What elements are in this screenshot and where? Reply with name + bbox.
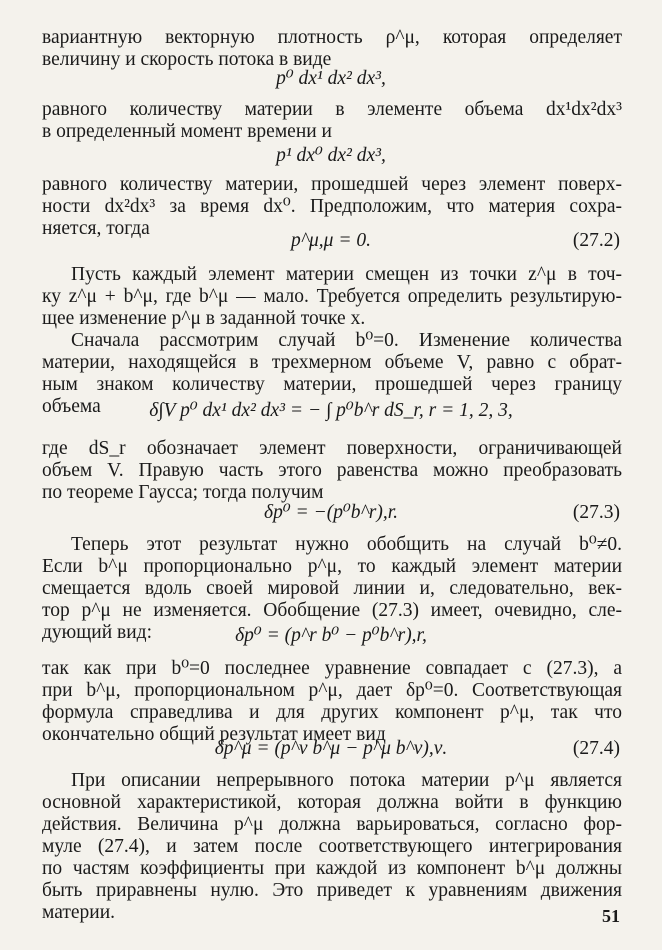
equation: δp⁰ = −(p⁰b^r),r. [264,502,398,523]
text-line: Если b^μ пропорционально p^μ, то каждый элемент материи [42,556,622,577]
text-line: дующий вид: [42,622,152,643]
text-line: материи. [42,902,116,923]
text-line: материи, находящейся в трехмерном объеме V, равно с обрат- [42,352,622,373]
text-line: щее изменение p^μ в заданной точке x. [42,308,366,329]
text-line: формула справедлива и для других компонент p^μ, так что [42,702,622,723]
text-line: ности dx²dx³ за время dx⁰. Предположим, что материя сохра- [42,196,622,217]
text-line: вариантную векторную плотность ρ^μ, которая определяет [42,27,622,48]
equation-number: (27.4) [572,738,620,759]
text-line: ку z^μ + b^μ, где b^μ — мало. Требуется определить результирую- [42,286,622,307]
text-line: Теперь этот результат нужно обобщить на случай b⁰≠0. [71,534,622,555]
equation-number: (27.2) [572,230,620,251]
text-line: равного количеству материи, прошедшей через элемент поверх- [42,174,622,195]
text-line: в определенный момент времени и [42,121,332,142]
page-number: 51 [602,906,620,926]
text-line: Сначала рассмотрим случай b⁰=0. Изменение количества [71,330,622,351]
equation: δ∫V p⁰ dx¹ dx² dx³ = − ∫ p⁰b^r dS_r, r = 1, 2, 3, [149,400,513,421]
text-line: При описании непрерывного потока материи p^μ является [71,770,622,791]
text-line: тор p^μ не изменяется. Обобщение (27.3) имеет, очевидно, сле- [42,600,622,621]
text-line: по теореме Гаусса; тогда получим [42,482,324,503]
text-line: объем V. Правую часть этого равенства можно преобразовать [42,460,622,481]
text-line: Пусть каждый элемент материи смещен из точки z^μ в точ- [71,264,622,285]
equation: p¹ dx⁰ dx² dx³, [276,145,386,166]
text-line: по частям коэффициенты при каждой из компонент b^μ должны [42,858,622,879]
text-line: няется, тогда [42,218,150,239]
text-line: равного количеству материи в элементе объема dx¹dx²dx³ [42,99,622,120]
text-line: при b^μ, пропорциональном p^μ, дает δp⁰=0. Соответствующая [42,680,622,701]
text-line: так как при b⁰=0 последнее уравнение совпадает с (27.3), а [42,658,622,679]
text-line: действия. Величина p^μ должна варьироваться, согласно фор- [42,814,622,835]
text-line: ным знаком количеству материи, прошедшей через границу [42,374,622,395]
text-line: муле (27.4), и затем после соответствующего интегрирования [42,836,622,857]
equation: δp⁰ = (p^r b⁰ − p⁰b^r),r, [235,625,427,646]
equation: p⁰ dx¹ dx² dx³, [276,68,386,89]
text-line: окончательно общий результат имеет вид [42,724,386,745]
text-line: смещается вдоль своей мировой линии и, следовательно, век- [42,578,622,599]
equation-number: (27.3) [572,502,620,523]
text-line: где dS_r обозначает элемент поверхности, ограничивающей [42,438,622,459]
text-line: быть приравнены нулю. Это приведет к уравнениям движения [42,880,622,901]
equation: p^μ,μ = 0. [291,230,371,251]
equation: δp^μ = (p^ν b^μ − p^μ b^ν),ν. [214,738,448,759]
text-line: объема [42,396,101,417]
text-line: основной характеристикой, которая должна войти в функцию [42,792,622,813]
text-line: величину и скорость потока в виде [42,49,332,70]
